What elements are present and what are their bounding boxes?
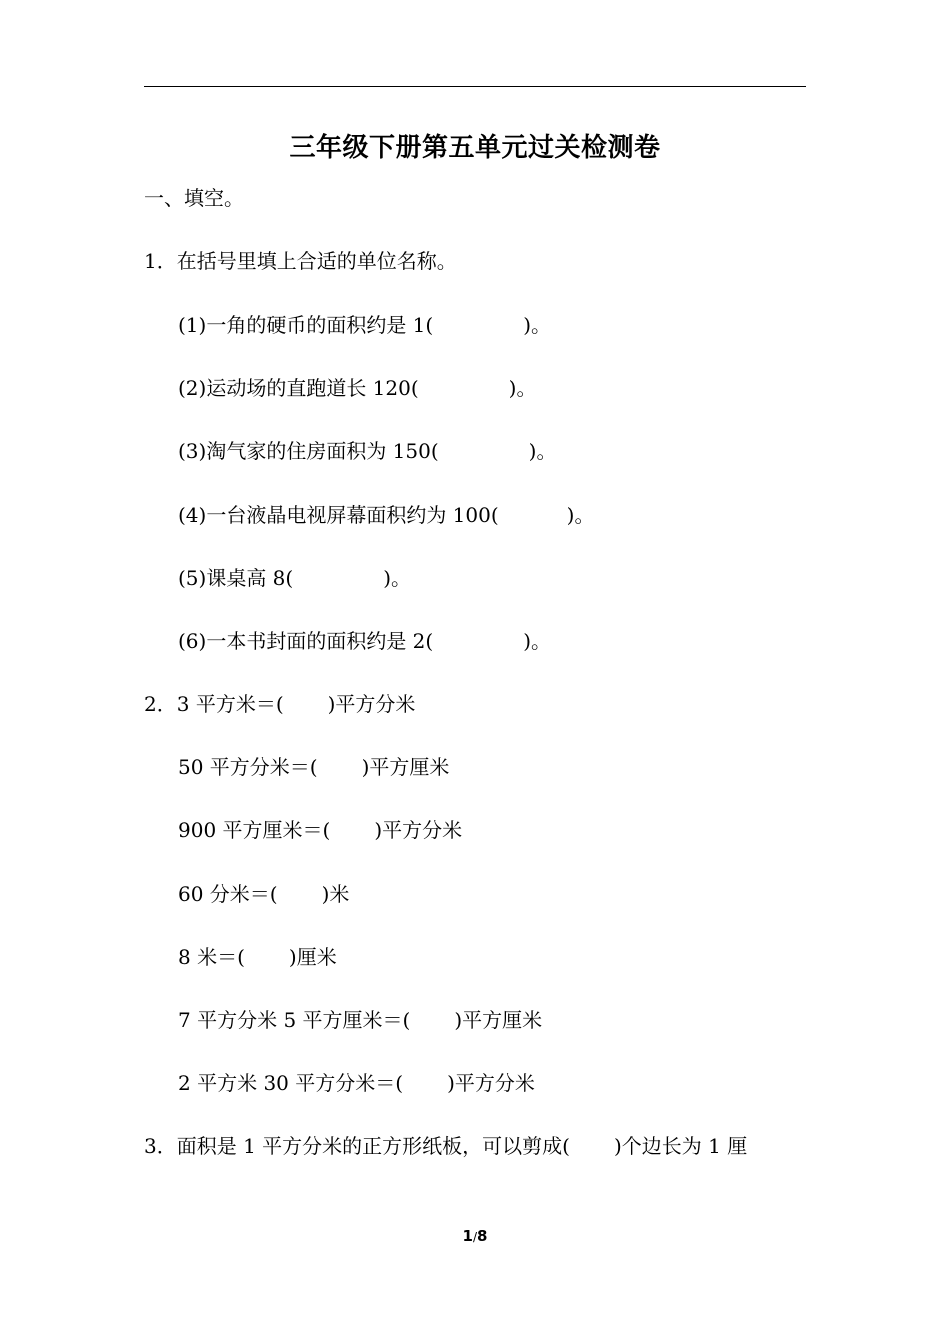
q1-item-1: (1)一角的硬币的面积约是 1( )。	[178, 313, 552, 337]
question-number: 3．	[144, 1134, 177, 1158]
page-number	[0, 1226, 950, 1247]
q2-item-4: 60 分米＝( )米	[178, 882, 350, 906]
section-heading: 一、填空。	[144, 186, 244, 210]
question-number: 2．	[144, 692, 177, 716]
question-2: 2．3 平方米＝( )平方分米	[144, 692, 416, 716]
q1-item-4: (4)一台液晶电视屏幕面积约为 100( )。	[178, 503, 595, 527]
q1-item-2: (2)运动场的直跑道长 120( )。	[178, 376, 537, 400]
page-separator: /	[472, 1230, 478, 1244]
q1-item-6: (6)一本书封面的面积约是 2( )。	[178, 629, 552, 653]
question-1	[144, 247, 457, 275]
q1-item-3: (3)淘气家的住房面积为 150( )。	[178, 439, 557, 463]
total-pages: 8	[477, 1227, 488, 1245]
q2-item-7: 2 平方米 30 平方分米＝( )平方分米	[178, 1071, 535, 1095]
current-page: 1	[462, 1227, 473, 1245]
page-title: 三年级下册第五单元过关检测卷	[289, 133, 661, 163]
q2-item-5: 8 米＝( )厘米	[178, 945, 337, 969]
q1-item-5: (5)课桌高 8( )。	[178, 566, 412, 590]
question-number: 1．	[144, 249, 177, 273]
q2-item-3: 900 平方厘米＝( )平方分米	[178, 818, 463, 842]
question-3: 3．面积是 1 平方分米的正方形纸板，可以剪成( )个边长为 1 厘	[144, 1134, 748, 1158]
header-rule	[144, 86, 806, 87]
q2-item-6: 7 平方分米 5 平方厘米＝( )平方厘米	[178, 1008, 543, 1032]
question-stem: 在括号里填上合适的单位名称。	[176, 249, 457, 273]
q2-item-2: 50 平方分米＝( )平方厘米	[178, 755, 450, 779]
